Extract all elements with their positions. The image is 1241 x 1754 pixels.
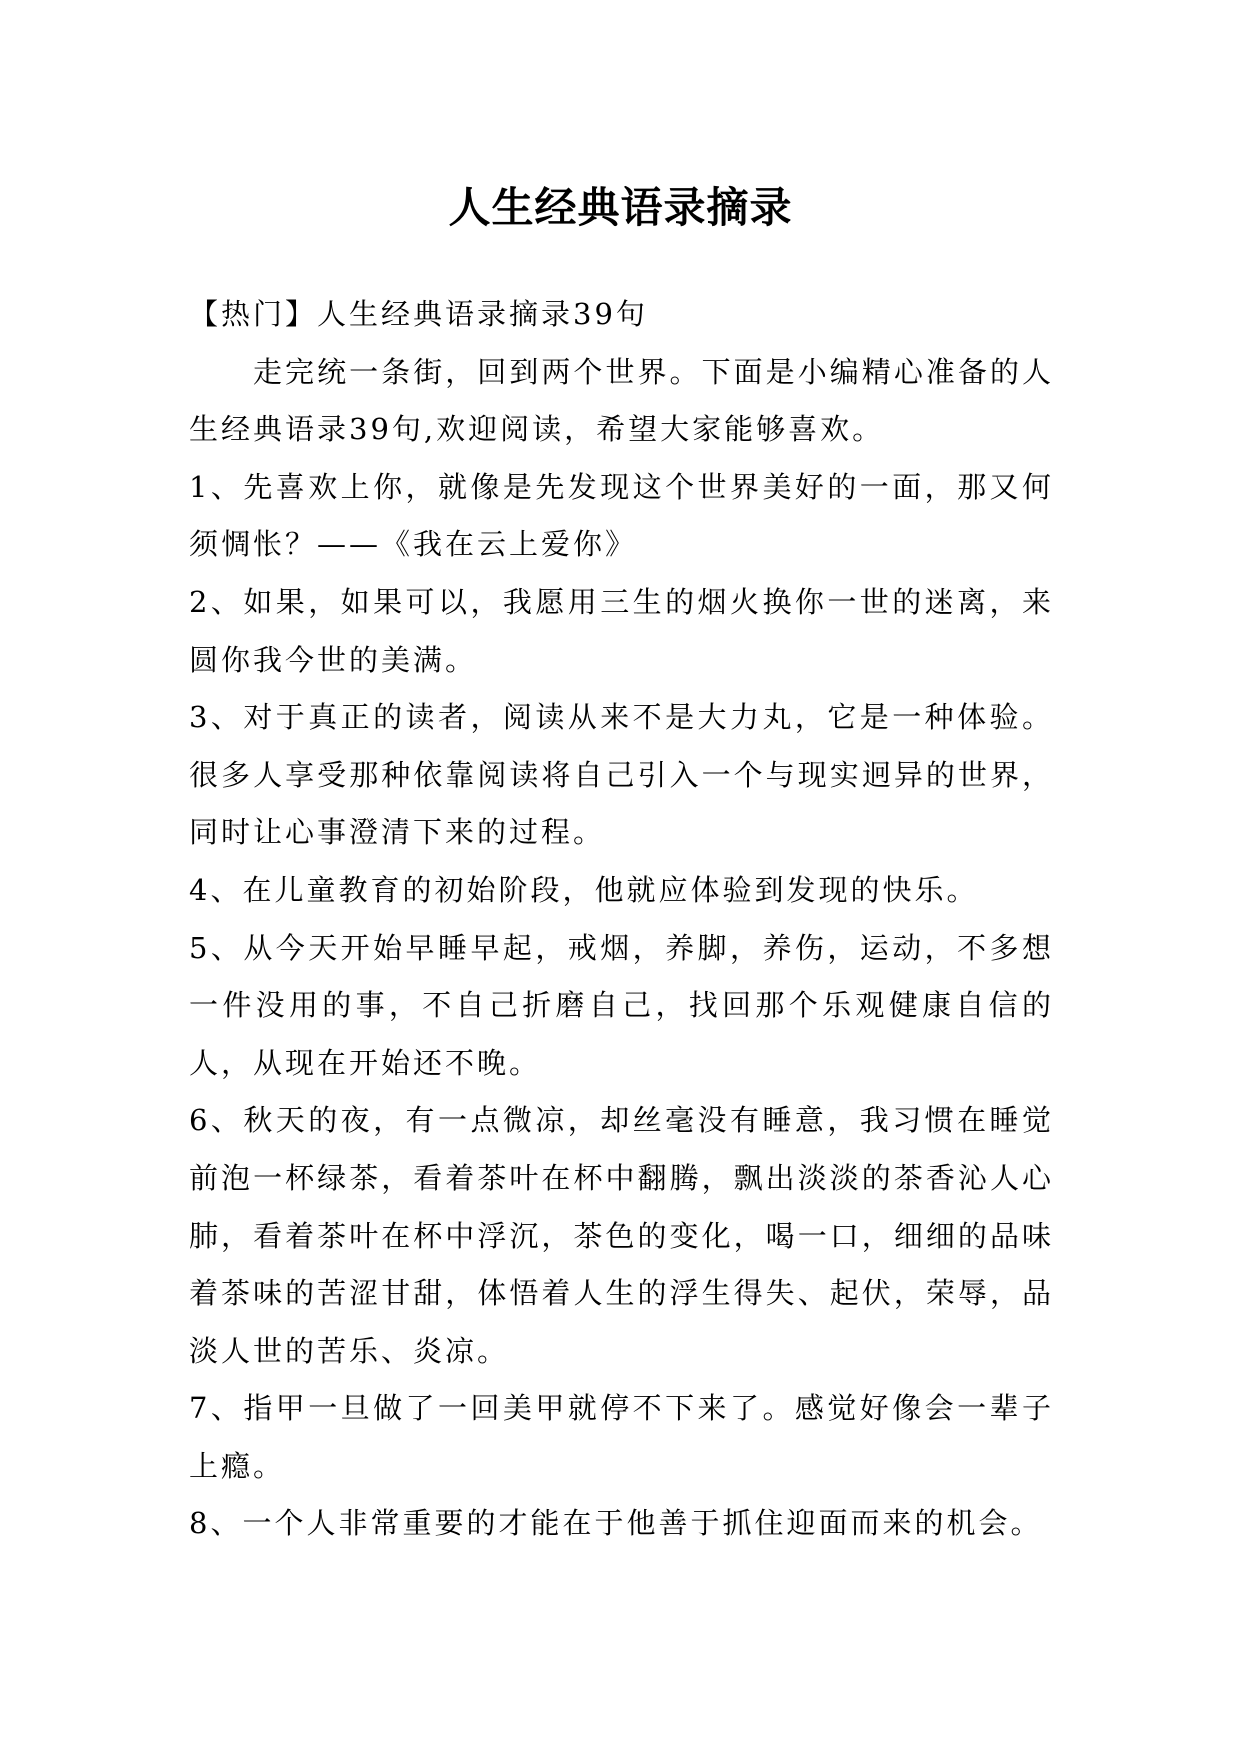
quote-item-6: 6、秋天的夜，有一点微凉，却丝毫没有睡意，我习惯在睡觉前泡一杯绿茶，看着茶叶在杯中翻腾，飘出淡淡的茶香沁人心肺，看着茶叶在杯中浮沉，茶色的变化，喝一口，细细的品味着茶味的苦涩甘甜，体悟着人生的浮生得失、起伏，荣辱，品淡人世的苦乐、炎凉。 [189, 1103, 1054, 1368]
document-title: 人生经典语录摘录 [448, 183, 793, 233]
document-body [189, 286, 1054, 1553]
intro-paragraph: 走完统一条街，回到两个世界。下面是小编精心准备的人生经典语录39句,欢迎阅读，希望大家能够喜欢。 [189, 354, 1054, 447]
quote-item-8: 8、一个人非常重要的才能在于他善于抓住迎面而来的机会。 [189, 1506, 1043, 1541]
quote-item-2: 2、如果，如果可以，我愿用三生的烟火换你一世的迷离，来圆你我今世的美满。 [189, 584, 1054, 677]
quote-item-7: 7、指甲一旦做了一回美甲就停不下来了。感觉好像会一辈子上瘾。 [189, 1391, 1054, 1483]
quote-item-5: 5、从今天开始早睡早起，戒烟，养脚，养伤，运动，不多想一件没用的事，不自己折磨自己，找回那个乐观健康自信的人，从现在开始还不晚。 [189, 930, 1054, 1080]
quote-item-3: 3、对于真正的读者，阅读从来不是大力丸，它是一种体验。很多人享受那种依靠阅读将自己引入一个与现实迥异的世界，同时让心事澄清下来的过程。 [189, 700, 1054, 850]
intro-heading: 【热门】人生经典语录摘录39句 [189, 297, 648, 331]
quote-item-1: 1、先喜欢上你，就像是先发现这个世界美好的一面，那又何须惆怅？——《我在云上爱你》 [189, 469, 1054, 562]
quote-item-4: 4、在儿童教育的初始阶段，他就应体验到发现的快乐。 [189, 872, 979, 907]
